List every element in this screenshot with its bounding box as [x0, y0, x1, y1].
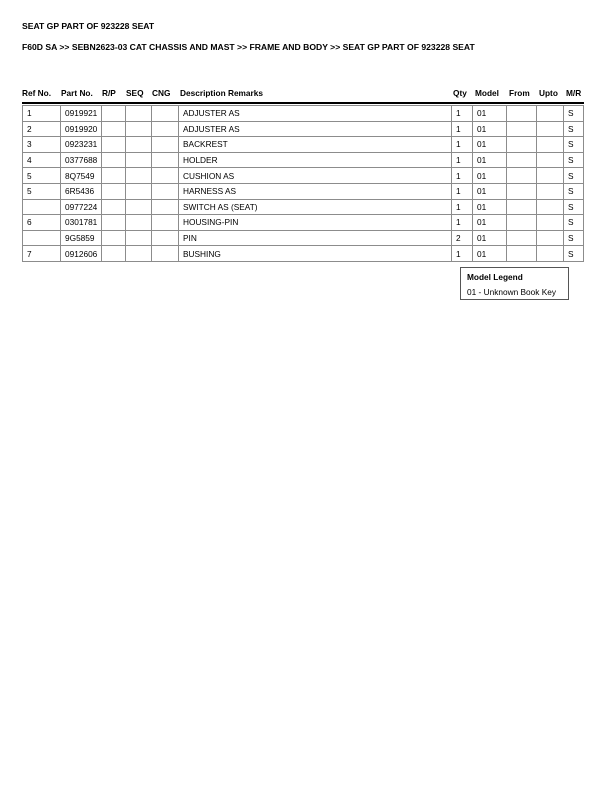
from-cell [507, 215, 537, 231]
mr-cell: S [564, 121, 584, 137]
cng-cell [152, 215, 179, 231]
column-header-description: Description Remarks [180, 88, 264, 98]
mr-cell: S [564, 168, 584, 184]
seq-cell [126, 152, 152, 168]
mr-cell: S [564, 246, 584, 262]
qty-cell: 1 [452, 215, 473, 231]
qty-cell: 1 [452, 199, 473, 215]
cng-cell [152, 230, 179, 246]
upto-cell [537, 121, 564, 137]
upto-cell [537, 168, 564, 184]
rp-cell [102, 137, 126, 153]
table-row [23, 137, 584, 153]
column-header-upto: Upto [539, 88, 558, 98]
rp-cell [102, 246, 126, 262]
rp-cell [102, 183, 126, 199]
upto-cell [537, 230, 564, 246]
cng-cell [152, 168, 179, 184]
ref-no-cell: 4 [23, 152, 61, 168]
upto-cell [537, 152, 564, 168]
seq-cell [126, 246, 152, 262]
qty-cell: 2 [452, 230, 473, 246]
rp-cell [102, 152, 126, 168]
description-cell: HOLDER [179, 152, 452, 168]
part-no-cell: 6R5436 [61, 183, 102, 199]
column-header-mr: M/R [566, 88, 582, 98]
part-no-cell: 8Q7549 [61, 168, 102, 184]
mr-cell: S [564, 137, 584, 153]
qty-cell: 1 [452, 121, 473, 137]
column-header-part-no: Part No. [61, 88, 93, 98]
header-divider [22, 102, 584, 104]
model-cell: 01 [473, 246, 507, 262]
column-header-ref-no: Ref No. [22, 88, 52, 98]
part-no-cell: 0919921 [61, 106, 102, 122]
model-cell: 01 [473, 121, 507, 137]
mr-cell: S [564, 215, 584, 231]
part-no-cell: 0977224 [61, 199, 102, 215]
table-row [23, 121, 584, 137]
seq-cell [126, 168, 152, 184]
part-no-cell: 0377688 [61, 152, 102, 168]
upto-cell [537, 215, 564, 231]
ref-no-cell [23, 230, 61, 246]
from-cell [507, 168, 537, 184]
ref-no-cell: 5 [23, 183, 61, 199]
part-no-cell: 0301781 [61, 215, 102, 231]
table-row [23, 152, 584, 168]
model-legend [460, 267, 569, 300]
ref-no-cell: 7 [23, 246, 61, 262]
rp-cell [102, 106, 126, 122]
from-cell [507, 230, 537, 246]
page-title: SEAT GP PART OF 923228 SEAT [22, 21, 155, 31]
upto-cell [537, 199, 564, 215]
cng-cell [152, 183, 179, 199]
column-header-seq: SEQ [126, 88, 144, 98]
breadcrumb: F60D SA >> SEBN2623-03 CAT CHASSIS AND MAST >> FRAME AND BODY >> SEAT GP PART OF 923228 SEAT [22, 42, 475, 52]
from-cell [507, 199, 537, 215]
cng-cell [152, 137, 179, 153]
qty-cell: 1 [452, 168, 473, 184]
description-cell: ADJUSTER AS [179, 121, 452, 137]
model-cell: 01 [473, 199, 507, 215]
cng-cell [152, 106, 179, 122]
qty-cell: 1 [452, 183, 473, 199]
upto-cell [537, 246, 564, 262]
table-row [23, 168, 584, 184]
from-cell [507, 183, 537, 199]
upto-cell [537, 183, 564, 199]
description-cell: HARNESS AS [179, 183, 452, 199]
model-legend-title: Model Legend [467, 272, 523, 282]
mr-cell: S [564, 183, 584, 199]
cng-cell [152, 121, 179, 137]
description-cell: BUSHING [179, 246, 452, 262]
model-cell: 01 [473, 215, 507, 231]
table-row [23, 230, 584, 246]
from-cell [507, 152, 537, 168]
column-header-cng: CNG [152, 88, 171, 98]
seq-cell [126, 106, 152, 122]
ref-no-cell: 6 [23, 215, 61, 231]
cng-cell [152, 199, 179, 215]
part-no-cell: 0919920 [61, 121, 102, 137]
seq-cell [126, 199, 152, 215]
column-header-qty: Qty [453, 88, 467, 98]
model-cell: 01 [473, 168, 507, 184]
from-cell [507, 246, 537, 262]
mr-cell: S [564, 230, 584, 246]
seq-cell [126, 121, 152, 137]
description-cell: ADJUSTER AS [179, 106, 452, 122]
ref-no-cell: 2 [23, 121, 61, 137]
upto-cell [537, 106, 564, 122]
description-cell: SWITCH AS (SEAT) [179, 199, 452, 215]
model-cell: 01 [473, 183, 507, 199]
part-no-cell: 0923231 [61, 137, 102, 153]
mr-cell: S [564, 199, 584, 215]
description-cell: CUSHION AS [179, 168, 452, 184]
column-header-model: Model [475, 88, 499, 98]
model-cell: 01 [473, 137, 507, 153]
part-no-cell: 0912606 [61, 246, 102, 262]
rp-cell [102, 168, 126, 184]
rp-cell [102, 121, 126, 137]
column-header-from: From [509, 88, 530, 98]
seq-cell [126, 137, 152, 153]
description-cell: BACKREST [179, 137, 452, 153]
from-cell [507, 121, 537, 137]
rp-cell [102, 215, 126, 231]
description-cell: PIN [179, 230, 452, 246]
table-row [23, 183, 584, 199]
qty-cell: 1 [452, 152, 473, 168]
seq-cell [126, 183, 152, 199]
description-cell: HOUSING-PIN [179, 215, 452, 231]
from-cell [507, 137, 537, 153]
seq-cell [126, 215, 152, 231]
column-header-rp: R/P [102, 88, 116, 98]
upto-cell [537, 137, 564, 153]
table-row [23, 215, 584, 231]
qty-cell: 1 [452, 137, 473, 153]
model-cell: 01 [473, 106, 507, 122]
from-cell [507, 106, 537, 122]
mr-cell: S [564, 106, 584, 122]
seq-cell [126, 230, 152, 246]
table-row [23, 106, 584, 122]
model-cell: 01 [473, 230, 507, 246]
rp-cell [102, 199, 126, 215]
qty-cell: 1 [452, 106, 473, 122]
part-no-cell: 9G5859 [61, 230, 102, 246]
ref-no-cell: 3 [23, 137, 61, 153]
model-cell: 01 [473, 152, 507, 168]
ref-no-cell: 1 [23, 106, 61, 122]
cng-cell [152, 152, 179, 168]
qty-cell: 1 [452, 246, 473, 262]
model-legend-entry: 01 - Unknown Book Key [467, 287, 557, 297]
parts-table [22, 105, 584, 262]
rp-cell [102, 230, 126, 246]
cng-cell [152, 246, 179, 262]
ref-no-cell [23, 199, 61, 215]
table-row [23, 199, 584, 215]
mr-cell: S [564, 152, 584, 168]
table-row [23, 246, 584, 262]
ref-no-cell: 5 [23, 168, 61, 184]
